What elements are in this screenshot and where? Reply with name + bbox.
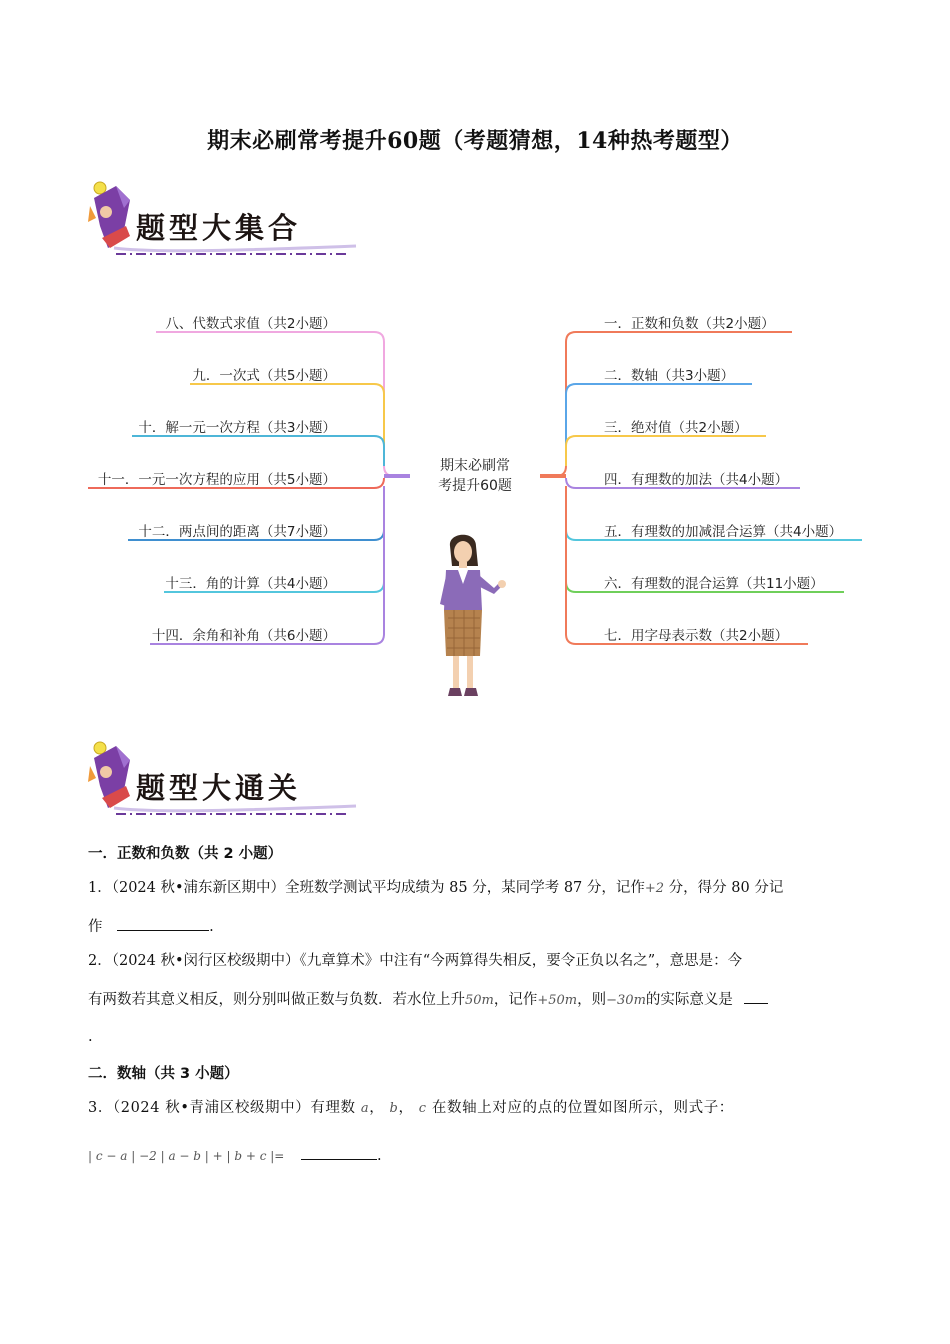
q3-text1: 3．（2024 秋•青浦区校级期中）有理数 xyxy=(88,1100,356,1116)
mm-left-item-4: 十一．一元一次方程的应用（共5小题） xyxy=(97,472,336,488)
mm-right-item-5: 五．有理数的加减混合运算（共4小题） xyxy=(604,524,843,540)
q1-math: +2 xyxy=(644,881,665,896)
q1-answer-blank[interactable] xyxy=(117,916,209,931)
mm-right-item-1: 一．正数和负数（共2小题） xyxy=(604,316,775,332)
question-1 xyxy=(88,878,864,899)
q1-text3: 作 xyxy=(88,919,103,935)
q2-text2: 有两数若其意义相反，则分别叫做正数与负数．若水位上升 xyxy=(88,992,465,1008)
mm-center-line1: 期末必刷常 xyxy=(440,458,510,474)
question-2 xyxy=(88,951,864,971)
mm-left-item-7: 十四．余角和补角（共6小题） xyxy=(151,628,336,644)
q3-answer-blank[interactable] xyxy=(301,1145,377,1160)
q2-text1: 2．（2024 秋•闵行区校级期中）《九章算术》中注有“今两算得失相反，要令正负以名之”，意思是：今 xyxy=(88,953,743,969)
question-1-line2 xyxy=(88,916,864,937)
banner-pass xyxy=(86,738,358,830)
mm-left-item-5: 十二．两点间的距离（共7小题） xyxy=(138,524,336,540)
mm-left-item-1: 八、代数式求值（共2小题） xyxy=(165,316,336,332)
question-3 xyxy=(88,1098,864,1119)
mm-right-item-6: 六．有理数的混合运算（共11小题） xyxy=(604,576,824,592)
q2-math2: +50m xyxy=(537,993,578,1008)
q3-var-b: b xyxy=(389,1101,399,1116)
mm-left-item-6: 十三．角的计算（共4小题） xyxy=(165,576,336,592)
q3-end: . xyxy=(376,1148,382,1164)
q3-sep1: ， xyxy=(369,1100,385,1116)
mm-right-branch-1 xyxy=(542,332,792,476)
q3-expression: | c − a | −2 | a − b | + | b + c |= xyxy=(88,1149,285,1163)
mm-center xyxy=(415,456,535,496)
banner-collection-title: 题型大集合 xyxy=(136,211,302,245)
q2-math3: −30m xyxy=(606,993,646,1008)
mm-left-branch-7 xyxy=(150,486,384,644)
q3-var-c: c xyxy=(418,1101,427,1116)
q2-math1: 50m xyxy=(465,993,494,1008)
banner-collection xyxy=(86,178,358,270)
mm-left-item-3: 十．解一元一次方程（共3小题） xyxy=(138,420,336,436)
q3-text2: 在数轴上对应的点的位置如图所示，则式子： xyxy=(431,1100,734,1116)
q1-text: 1．（2024 秋•浦东新区期中）全班数学测试平均成绩为 85 分，某同学考 87 分，记作 xyxy=(88,880,645,896)
question-3-line2 xyxy=(88,1145,864,1166)
section-heading-1: 一．正数和负数（共 2 小题） xyxy=(88,846,283,862)
mm-right-branch-7 xyxy=(566,486,808,644)
mm-right-item-7: 七．用字母表示数（共2小题） xyxy=(604,628,789,644)
mm-left-branch-3 xyxy=(132,436,384,466)
teacher-illustration-icon xyxy=(436,532,508,702)
section-heading-2: 二．数轴（共 3 小题） xyxy=(88,1066,239,1082)
mm-center-line2: 考提升60题 xyxy=(438,478,512,494)
mm-left-item-2: 九．一次式（共5小题） xyxy=(192,368,336,384)
mm-right-item-2: 二．数轴（共3小题） xyxy=(604,368,735,384)
q2-text5: 的实际意义是 xyxy=(645,992,733,1008)
q2-end: . xyxy=(88,1029,93,1045)
question-2-line3 xyxy=(88,1027,864,1047)
mm-right-item-4: 四．有理数的加法（共4小题） xyxy=(604,472,789,488)
q3-sep2: ， xyxy=(398,1100,414,1116)
page-title: 期末必刷常考提升60题（考题猜想，14种热考题型） xyxy=(207,128,743,154)
q1-end: . xyxy=(209,919,214,935)
q2-text4: ，则 xyxy=(577,992,607,1008)
q2-answer-blank[interactable] xyxy=(744,989,768,1004)
mm-left-branch-1 xyxy=(156,332,404,476)
q1-text2: 分，得分 80 分记 xyxy=(664,880,784,896)
mm-right-branch-3 xyxy=(566,436,766,466)
mm-right-item-3: 三．绝对值（共2小题） xyxy=(604,420,748,436)
q3-var-a: a xyxy=(360,1101,370,1116)
q2-text3: ，记作 xyxy=(493,992,538,1008)
question-2-line2 xyxy=(88,989,864,1011)
banner-pass-title: 题型大通关 xyxy=(136,771,302,805)
